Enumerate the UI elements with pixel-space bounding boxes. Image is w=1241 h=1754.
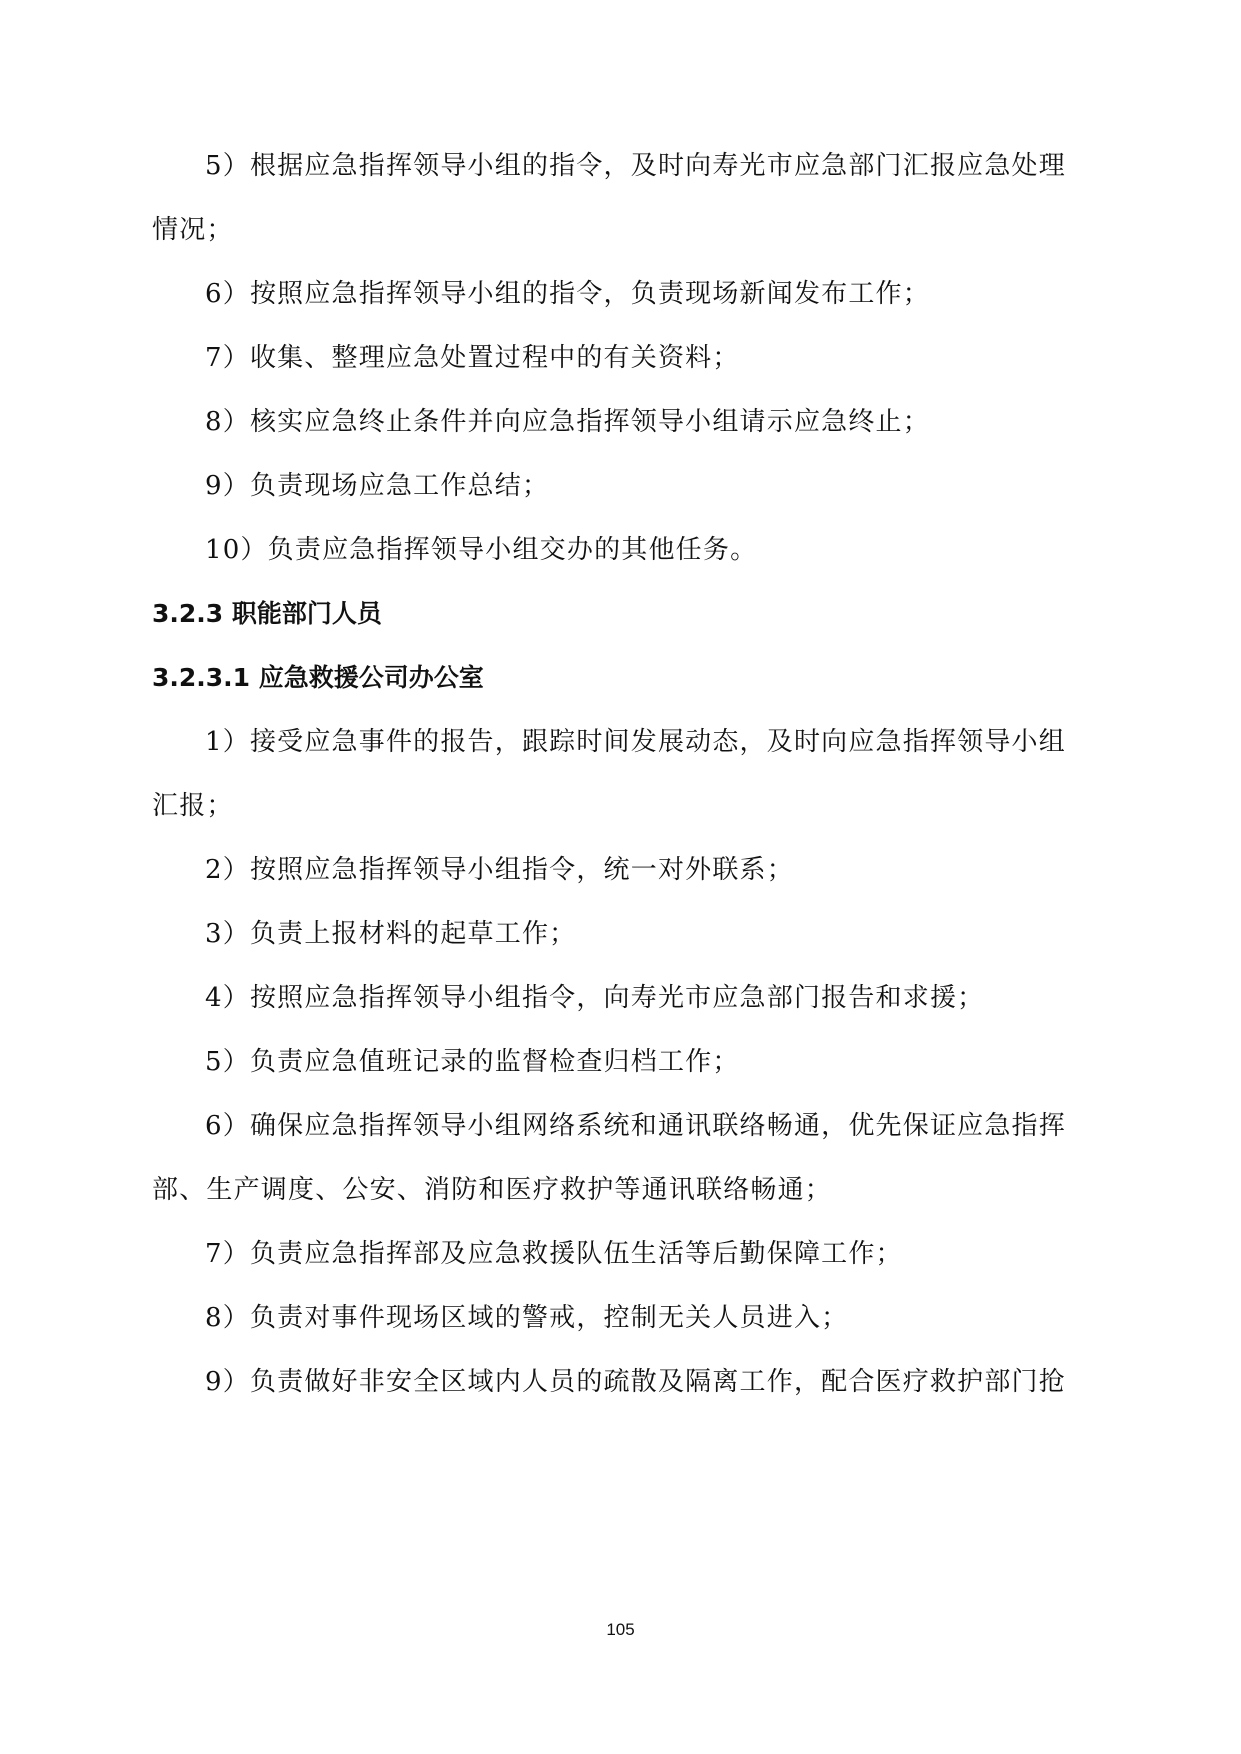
text-line: 4）按照应急指挥领导小组指令，向寿光市应急部门报告和求援； <box>205 983 985 1013</box>
text-line: 汇报； <box>152 791 234 821</box>
text-line: 9）负责现场应急工作总结； <box>205 471 550 501</box>
text-line: 5）根据应急指挥领导小组的指令，及时向寿光市应急部门汇报应急处理 <box>205 151 1066 181</box>
text-line: 3）负责上报材料的起草工作； <box>205 919 577 949</box>
text-line: 8）核实应急终止条件并向应急指挥领导小组请示应急终止； <box>205 407 930 437</box>
text-line: 7）负责应急指挥部及应急救援队伍生活等后勤保障工作； <box>205 1239 903 1269</box>
text-line: 9）负责做好非安全区域内人员的疏散及隔离工作，配合医疗救护部门抢 <box>205 1367 1066 1397</box>
text-line: 7）收集、整理应急处置过程中的有关资料； <box>205 343 740 373</box>
text-line: 情况； <box>152 215 234 245</box>
text-line: 10）负责应急指挥领导小组交办的其他任务。 <box>205 535 758 565</box>
page-number: 105 <box>606 1620 635 1639</box>
text-line: 8）负责对事件现场区域的警戒，控制无关人员进入； <box>205 1303 849 1333</box>
text-line: 2）按照应急指挥领导小组指令，统一对外联系； <box>205 855 794 885</box>
text-line: 部、生产调度、公安、消防和医疗救护等通讯联络畅通； <box>152 1175 833 1205</box>
text-line: 6）确保应急指挥领导小组网络系统和通讯联络畅通，优先保证应急指挥 <box>205 1111 1066 1141</box>
section-heading: 3.2.3 职能部门人员 <box>152 599 382 628</box>
text-line: 5）负责应急值班记录的监督检查归档工作； <box>205 1047 740 1077</box>
text-line: 6）按照应急指挥领导小组的指令，负责现场新闻发布工作； <box>205 279 930 309</box>
text-line: 1）接受应急事件的报告，跟踪时间发展动态，及时向应急指挥领导小组 <box>205 727 1066 757</box>
subsection-heading: 3.2.3.1 应急救援公司办公室 <box>152 663 484 692</box>
